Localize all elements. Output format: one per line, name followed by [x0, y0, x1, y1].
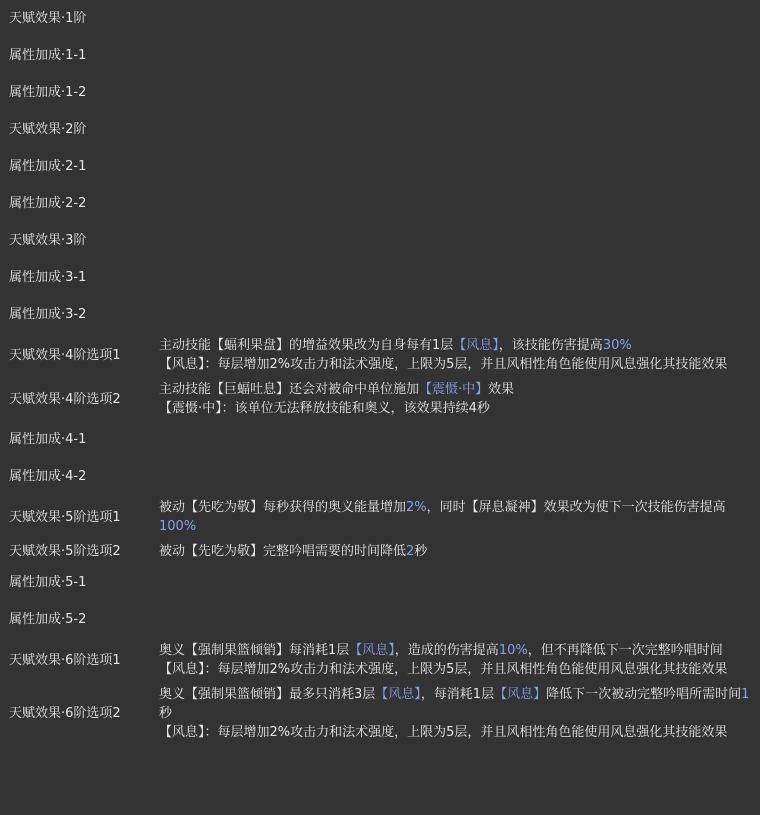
talent-description — [151, 333, 760, 377]
description-line — [159, 355, 754, 374]
talent-row — [0, 564, 760, 601]
description-text: 主动技能【巨蝠吐息】还会对被命中单位施加 — [159, 382, 420, 397]
talent-label: 天赋效果·1阶 — [9, 11, 87, 26]
talent-row — [0, 74, 760, 111]
talent-row — [0, 296, 760, 333]
description-text: 【风息】：每层增加2%攻击力和法术强度，上限为5层，并且风相性角色能使用风息强化其技能效果 — [159, 662, 728, 677]
talent-label: 属性加成·1-1 — [9, 48, 87, 63]
talent-row — [0, 148, 760, 185]
talent-row — [0, 333, 760, 377]
talent-description — [151, 564, 760, 601]
talent-label: 天赋效果·4阶选项1 — [9, 347, 121, 363]
highlight-text: 1 — [741, 687, 750, 702]
description-text: 被动【先吃为敬】完整吟唱需要的时间降低 — [159, 544, 407, 559]
description-line — [159, 641, 754, 660]
description-text: 奥义【强制果篮倾销】最多只消耗3层 — [159, 687, 376, 702]
description-text: ，同时【屏息凝神】效果改为使下一次技能伤害提高 — [426, 500, 726, 515]
talent-description — [151, 682, 760, 745]
talent-description — [151, 539, 760, 564]
talent-description — [151, 296, 760, 333]
description-text: 【风息】：每层增加2%攻击力和法术强度，上限为5层，并且风相性角色能使用风息强化其技能效果 — [159, 725, 728, 740]
talent-row — [0, 601, 760, 638]
highlight-text: 30% — [602, 338, 632, 353]
talent-row — [0, 111, 760, 148]
talent-row — [0, 421, 760, 458]
highlight-text: 2% — [406, 500, 427, 515]
talent-row — [0, 222, 760, 259]
highlight-text: 【风息】 — [494, 687, 547, 702]
talent-label: 属性加成·5-2 — [9, 612, 87, 627]
talent-description — [151, 458, 760, 495]
talent-description — [151, 601, 760, 638]
talent-row — [0, 495, 760, 539]
talent-row — [0, 682, 760, 745]
talent-label: 属性加成·3-1 — [9, 270, 87, 285]
talent-description — [151, 0, 760, 37]
description-text: ，该技能伤害提高 — [498, 338, 603, 353]
description-text: 被动【先吃为敬】每秒获得的奥义能量增加 — [159, 500, 407, 515]
talent-label: 天赋效果·5阶选项2 — [9, 544, 121, 559]
talent-row — [0, 259, 760, 296]
talent-description — [151, 111, 760, 148]
highlight-text: 2 — [406, 544, 415, 559]
talent-label: 天赋效果·6阶选项2 — [9, 706, 121, 721]
highlight-text: 【震慑·中】 — [419, 382, 489, 397]
description-text: 主动技能【蝠利果盘】的增益效果改为自身每有1层 — [159, 338, 454, 353]
description-text: 秒 — [414, 544, 428, 559]
talent-description — [151, 495, 760, 539]
talent-label: 天赋效果·2阶 — [9, 122, 87, 137]
description-text: ，但不再降低下一次完整吟唱时间 — [527, 643, 723, 658]
talent-label: 属性加成·3-2 — [9, 307, 87, 322]
talent-label: 天赋效果·4阶选项2 — [9, 391, 121, 407]
talent-description — [151, 185, 760, 222]
talent-label: 属性加成·1-2 — [9, 85, 87, 100]
talent-label: 属性加成·2-1 — [9, 159, 87, 174]
talent-description — [151, 259, 760, 296]
talent-row — [0, 377, 760, 421]
highlight-text: 10% — [498, 643, 528, 658]
talent-row — [0, 539, 760, 564]
highlight-text: 【风息】 — [375, 687, 421, 702]
talent-description — [151, 222, 760, 259]
talent-description — [151, 638, 760, 682]
talent-description — [151, 37, 760, 74]
talent-row — [0, 185, 760, 222]
talent-row — [0, 37, 760, 74]
description-line — [159, 723, 754, 742]
description-text: 【风息】：每层增加2%攻击力和法术强度，上限为5层，并且风相性角色能使用风息强化其技能效果 — [159, 357, 728, 372]
description-text: ，每消耗1层 — [420, 687, 495, 702]
description-line — [159, 685, 754, 723]
talent-row — [0, 0, 760, 37]
talent-row — [0, 638, 760, 682]
description-line — [159, 336, 754, 355]
description-text: 降低下一次被动完整吟唱所需时间 — [546, 687, 742, 702]
description-line — [159, 660, 754, 679]
talent-description — [151, 377, 760, 421]
highlight-text: 100% — [159, 519, 197, 534]
talent-row — [0, 458, 760, 495]
highlight-text: 【风息】 — [349, 643, 395, 658]
description-line — [159, 542, 754, 561]
description-line — [159, 498, 754, 536]
description-line — [159, 380, 754, 399]
talent-label: 天赋效果·6阶选项1 — [9, 652, 121, 668]
description-text: 效果 — [488, 382, 515, 397]
talent-label: 天赋效果·5阶选项1 — [9, 509, 121, 525]
talent-label: 天赋效果·3阶 — [9, 233, 87, 248]
talent-description — [151, 421, 760, 458]
talent-label: 属性加成·4-1 — [9, 432, 87, 447]
talent-description — [151, 74, 760, 111]
talent-description — [151, 148, 760, 185]
description-line — [159, 399, 754, 418]
talent-label: 属性加成·5-1 — [9, 575, 87, 590]
talent-label: 属性加成·4-2 — [9, 469, 87, 484]
description-text: 【震慑·中】：该单位无法释放技能和奥义，该效果持续4秒 — [159, 401, 490, 416]
description-text: 奥义【强制果篮倾销】每消耗1层 — [159, 643, 350, 658]
description-text: ，造成的伤害提高 — [394, 643, 499, 658]
talent-label: 属性加成·2-2 — [9, 196, 87, 211]
description-text: 秒 — [159, 706, 173, 721]
highlight-text: 【风息】 — [453, 338, 499, 353]
